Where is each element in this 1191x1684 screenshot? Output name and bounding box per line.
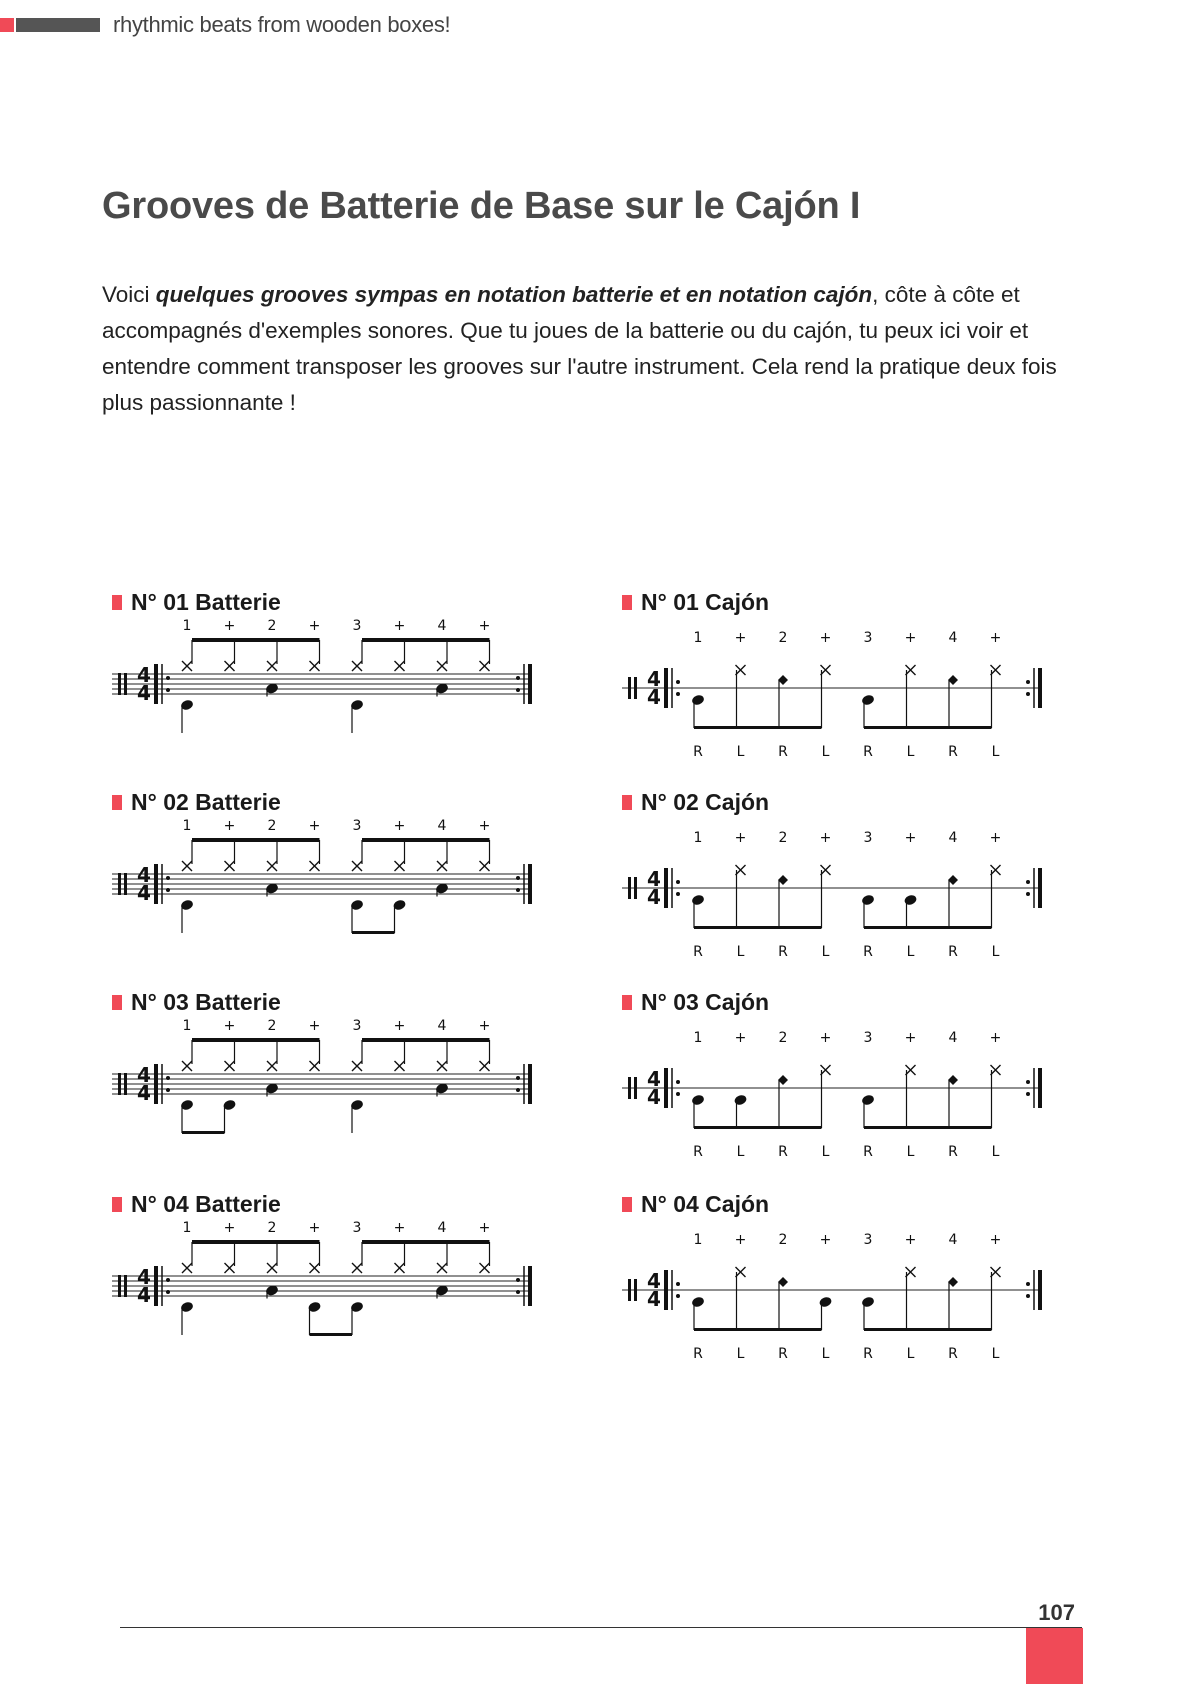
repeat-start-thick-bar	[154, 1064, 158, 1104]
hihat-notehead	[225, 1263, 235, 1273]
count-label: 1	[182, 618, 192, 634]
drum-notation	[112, 1018, 592, 1158]
percussion-clef	[634, 677, 637, 699]
repeat-dot	[166, 876, 170, 880]
cajon-bass-notehead	[861, 1094, 875, 1107]
count-label: 2	[778, 1030, 788, 1046]
cajon-notation	[622, 1220, 1102, 1390]
count-label: 1	[693, 830, 703, 846]
repeat-start-thick-bar	[664, 1068, 668, 1108]
cajon-bass-notehead	[691, 894, 705, 907]
count-label: +	[308, 618, 321, 634]
sticking-label: R	[863, 1346, 873, 1362]
hihat-notehead	[267, 1061, 277, 1071]
repeat-dot	[1026, 692, 1030, 696]
sticking-label: R	[693, 744, 703, 760]
repeat-dot	[166, 1088, 170, 1092]
repeat-end-thick-bar	[528, 1266, 532, 1306]
time-signature-bottom: 4	[137, 1081, 151, 1105]
percussion-clef	[124, 873, 127, 895]
repeat-dot	[676, 1294, 680, 1298]
repeat-end-thick-bar	[1038, 868, 1042, 908]
repeat-end-thick-bar	[528, 864, 532, 904]
sticking-label: R	[693, 1346, 703, 1362]
time-signature-top: 4	[647, 867, 661, 891]
hihat-beam	[362, 638, 490, 642]
time-signature-top: 4	[137, 1265, 151, 1289]
percussion-clef	[634, 877, 637, 899]
hihat-beam	[192, 1240, 320, 1244]
repeat-dot	[516, 1076, 520, 1080]
repeat-dot	[516, 1278, 520, 1282]
count-label: 3	[352, 618, 362, 634]
example-label: N° 01 Batterie	[112, 588, 281, 616]
count-label: +	[223, 1018, 236, 1034]
hihat-notehead	[352, 1263, 362, 1273]
count-label: +	[393, 818, 406, 834]
hihat-notehead	[480, 661, 490, 671]
cajon-beam	[864, 1126, 992, 1129]
repeat-dot	[676, 880, 680, 884]
sticking-label: L	[821, 1144, 830, 1160]
cajon-bass-notehead	[861, 694, 875, 707]
repeat-dot	[516, 876, 520, 880]
count-label: 1	[182, 818, 192, 834]
hihat-notehead	[352, 1061, 362, 1071]
footer-rule	[120, 1627, 1082, 1628]
count-label: 4	[948, 830, 958, 846]
header-tagline: rhythmic beats from wooden boxes!	[113, 12, 451, 37]
sticking-label: L	[906, 1346, 915, 1362]
hihat-beam	[192, 1038, 320, 1042]
example-batterie-02	[112, 788, 592, 988]
cajon-bass-notehead	[733, 1094, 747, 1107]
repeat-dot	[516, 676, 520, 680]
intro-text-end: , côte à côte et accompagnés d'exemples sonores. Que tu joues de la batterie ou du cajón, tu peux ici voir et entendre comment transposer les grooves sur l'autre instrument. Cela rend la pratique deux fois plus passionnante !	[102, 282, 1057, 415]
count-label: 4	[948, 1030, 958, 1046]
hihat-beam	[362, 1240, 490, 1244]
cajon-notation	[622, 618, 1102, 788]
hihat-notehead	[267, 861, 277, 871]
repeat-dot	[516, 888, 520, 892]
hihat-notehead	[182, 1061, 192, 1071]
sticking-label: L	[821, 744, 830, 760]
percussion-clef	[634, 1077, 637, 1099]
count-label: +	[308, 818, 321, 834]
sticking-label: R	[693, 944, 703, 960]
hihat-notehead	[395, 861, 405, 871]
repeat-dot	[166, 688, 170, 692]
count-label: +	[819, 630, 832, 646]
bullet-square-icon	[112, 595, 122, 610]
percussion-clef	[124, 1073, 127, 1095]
percussion-clef	[118, 1073, 121, 1095]
time-signature-top: 4	[647, 1067, 661, 1091]
repeat-start-thick-bar	[154, 864, 158, 904]
repeat-dot	[1026, 892, 1030, 896]
example-cajon-01	[622, 588, 1102, 788]
repeat-dot	[516, 688, 520, 692]
hihat-notehead	[225, 1061, 235, 1071]
count-label: 1	[693, 630, 703, 646]
repeat-dot	[166, 1290, 170, 1294]
repeat-dot	[1026, 1282, 1030, 1286]
count-label: +	[989, 630, 1002, 646]
count-label: +	[989, 1030, 1002, 1046]
page-title: Grooves de Batterie de Base sur le Cajón I	[102, 185, 861, 227]
count-label: 3	[863, 830, 873, 846]
example-label: N° 03 Cajón	[622, 988, 769, 1016]
count-label: +	[734, 830, 747, 846]
repeat-start-thick-bar	[664, 868, 668, 908]
hihat-notehead	[182, 661, 192, 671]
hihat-notehead	[182, 861, 192, 871]
count-label: +	[734, 630, 747, 646]
repeat-dot	[166, 888, 170, 892]
cajon-bass-notehead	[691, 1296, 705, 1309]
count-label: +	[989, 1232, 1002, 1248]
example-batterie-01	[112, 588, 592, 788]
repeat-dot	[676, 892, 680, 896]
bullet-square-icon	[622, 1197, 632, 1212]
time-signature-top: 4	[647, 1269, 661, 1293]
time-signature-bottom: 4	[647, 1085, 661, 1109]
count-label: +	[478, 818, 491, 834]
count-label: 3	[352, 818, 362, 834]
example-batterie-04	[112, 1190, 592, 1390]
count-label: 4	[437, 818, 447, 834]
time-signature-top: 4	[137, 863, 151, 887]
repeat-end-thick-bar	[1038, 668, 1042, 708]
hihat-beam	[192, 838, 320, 842]
bullet-square-icon	[112, 795, 122, 810]
sticking-label: L	[821, 944, 830, 960]
percussion-clef	[118, 1275, 121, 1297]
hihat-notehead	[310, 1061, 320, 1071]
hihat-notehead	[395, 1263, 405, 1273]
drum-notation	[112, 818, 592, 958]
hihat-notehead	[225, 861, 235, 871]
hihat-notehead	[480, 1263, 490, 1273]
sticking-label: L	[736, 944, 745, 960]
kick-beam	[182, 1131, 225, 1134]
count-label: 2	[778, 630, 788, 646]
count-label: +	[819, 830, 832, 846]
hihat-notehead	[310, 661, 320, 671]
hihat-notehead	[182, 1263, 192, 1273]
sticking-label: R	[693, 1144, 703, 1160]
sticking-label: L	[991, 944, 1000, 960]
cajon-bass-notehead	[861, 1296, 875, 1309]
repeat-dot	[166, 1278, 170, 1282]
count-label: 3	[863, 1030, 873, 1046]
bullet-square-icon	[622, 595, 632, 610]
time-signature-top: 4	[137, 1063, 151, 1087]
repeat-dot	[516, 1290, 520, 1294]
sticking-label: R	[948, 1144, 958, 1160]
repeat-end-thick-bar	[528, 664, 532, 704]
sticking-label: L	[991, 1144, 1000, 1160]
count-label: 4	[437, 1018, 447, 1034]
count-label: 1	[182, 1018, 192, 1034]
count-label: 1	[693, 1232, 703, 1248]
count-label: +	[478, 1220, 491, 1236]
percussion-clef	[628, 877, 631, 899]
percussion-clef	[118, 673, 121, 695]
cajon-notation	[622, 818, 1102, 988]
sticking-label: L	[736, 744, 745, 760]
count-label: 4	[948, 630, 958, 646]
sticking-label: R	[863, 744, 873, 760]
count-label: +	[904, 830, 917, 846]
count-label: +	[223, 818, 236, 834]
hihat-notehead	[395, 661, 405, 671]
hihat-notehead	[310, 861, 320, 871]
sticking-label: R	[948, 944, 958, 960]
time-signature-bottom: 4	[647, 885, 661, 909]
hihat-notehead	[437, 861, 447, 871]
time-signature-bottom: 4	[137, 681, 151, 705]
cajon-beam	[694, 926, 822, 929]
count-label: +	[989, 830, 1002, 846]
percussion-clef	[124, 1275, 127, 1297]
cajon-notation	[622, 1018, 1102, 1188]
repeat-end-thick-bar	[528, 1064, 532, 1104]
cajon-bass-notehead	[818, 1296, 832, 1309]
count-label: +	[734, 1232, 747, 1248]
count-label: +	[223, 618, 236, 634]
header-accent-red	[0, 18, 14, 32]
intro-paragraph	[102, 277, 1092, 421]
repeat-start-thick-bar	[154, 1266, 158, 1306]
repeat-dot	[676, 1080, 680, 1084]
drum-notation	[112, 1220, 592, 1360]
count-label: 1	[693, 1030, 703, 1046]
count-label: 1	[182, 1220, 192, 1236]
count-label: 2	[267, 1018, 277, 1034]
time-signature-bottom: 4	[647, 685, 661, 709]
time-signature-top: 4	[137, 663, 151, 687]
count-label: +	[819, 1232, 832, 1248]
repeat-dot	[676, 1282, 680, 1286]
sticking-label: R	[778, 1144, 788, 1160]
sticking-label: R	[778, 944, 788, 960]
hihat-notehead	[437, 1263, 447, 1273]
hihat-notehead	[480, 1061, 490, 1071]
count-label: 2	[267, 818, 277, 834]
example-label: N° 02 Batterie	[112, 788, 281, 816]
header-accent-gray	[16, 18, 100, 32]
count-label: 4	[437, 618, 447, 634]
cajon-beam	[864, 926, 992, 929]
count-label: +	[734, 1030, 747, 1046]
time-signature-bottom: 4	[137, 1283, 151, 1307]
percussion-clef	[628, 1279, 631, 1301]
count-label: +	[904, 1030, 917, 1046]
example-cajon-04	[622, 1190, 1102, 1390]
count-label: +	[223, 1220, 236, 1236]
repeat-dot	[676, 692, 680, 696]
intro-text-emphasis: quelques grooves sympas en notation batterie et en notation cajón	[155, 282, 873, 307]
hihat-notehead	[480, 861, 490, 871]
repeat-dot	[1026, 1080, 1030, 1084]
count-label: +	[393, 1018, 406, 1034]
cajon-beam	[694, 726, 822, 729]
count-label: +	[393, 618, 406, 634]
time-signature-bottom: 4	[647, 1287, 661, 1311]
percussion-clef	[628, 1077, 631, 1099]
footer-accent-red	[1026, 1628, 1083, 1684]
hihat-notehead	[352, 861, 362, 871]
example-batterie-03	[112, 988, 592, 1188]
percussion-clef	[634, 1279, 637, 1301]
count-label: +	[904, 630, 917, 646]
example-label: N° 02 Cajón	[622, 788, 769, 816]
sticking-label: R	[948, 744, 958, 760]
count-label: 3	[352, 1018, 362, 1034]
cajon-bass-notehead	[691, 694, 705, 707]
count-label: 2	[267, 618, 277, 634]
sticking-label: R	[948, 1346, 958, 1362]
cajon-beam	[694, 1126, 822, 1129]
bullet-square-icon	[112, 1197, 122, 1212]
hihat-beam	[362, 838, 490, 842]
repeat-dot	[1026, 1294, 1030, 1298]
cajon-bass-notehead	[691, 1094, 705, 1107]
kick-beam	[310, 1333, 353, 1336]
page-number: 107	[1038, 1600, 1075, 1625]
hihat-notehead	[352, 661, 362, 671]
sticking-label: L	[906, 1144, 915, 1160]
sticking-label: L	[906, 744, 915, 760]
hihat-notehead	[437, 1061, 447, 1071]
hihat-notehead	[437, 661, 447, 671]
percussion-clef	[124, 673, 127, 695]
repeat-dot	[1026, 1092, 1030, 1096]
sticking-label: L	[906, 944, 915, 960]
count-label: 3	[863, 630, 873, 646]
hihat-beam	[362, 1038, 490, 1042]
cajon-beam	[694, 1328, 822, 1331]
sticking-label: L	[821, 1346, 830, 1362]
count-label: +	[308, 1220, 321, 1236]
count-label: +	[308, 1018, 321, 1034]
count-label: +	[393, 1220, 406, 1236]
count-label: 2	[778, 1232, 788, 1248]
hihat-notehead	[267, 661, 277, 671]
sticking-label: R	[778, 744, 788, 760]
count-label: 3	[863, 1232, 873, 1248]
sticking-label: R	[778, 1346, 788, 1362]
repeat-dot	[516, 1088, 520, 1092]
count-label: 2	[778, 830, 788, 846]
repeat-start-thick-bar	[664, 668, 668, 708]
cajon-beam	[864, 1328, 992, 1331]
sticking-label: L	[991, 1346, 1000, 1362]
example-label: N° 01 Cajón	[622, 588, 769, 616]
repeat-dot	[166, 676, 170, 680]
percussion-clef	[118, 873, 121, 895]
bullet-square-icon	[622, 795, 632, 810]
example-label: N° 04 Batterie	[112, 1190, 281, 1218]
drum-notation	[112, 618, 592, 758]
count-label: +	[819, 1030, 832, 1046]
repeat-dot	[676, 680, 680, 684]
example-label: N° 03 Batterie	[112, 988, 281, 1016]
hihat-notehead	[225, 661, 235, 671]
sticking-label: L	[736, 1346, 745, 1362]
hihat-notehead	[267, 1263, 277, 1273]
count-label: +	[478, 1018, 491, 1034]
count-label: +	[904, 1232, 917, 1248]
count-label: 2	[267, 1220, 277, 1236]
hihat-notehead	[310, 1263, 320, 1273]
time-signature-top: 4	[647, 667, 661, 691]
repeat-dot	[676, 1092, 680, 1096]
bullet-square-icon	[622, 995, 632, 1010]
hihat-beam	[192, 638, 320, 642]
count-label: 3	[352, 1220, 362, 1236]
intro-text-start: Voici	[102, 282, 156, 307]
repeat-end-thick-bar	[1038, 1068, 1042, 1108]
kick-beam	[352, 931, 395, 934]
repeat-start-thick-bar	[154, 664, 158, 704]
sticking-label: L	[991, 744, 1000, 760]
bullet-square-icon	[112, 995, 122, 1010]
example-cajon-02	[622, 788, 1102, 988]
cajon-bass-notehead	[861, 894, 875, 907]
example-cajon-03	[622, 988, 1102, 1188]
repeat-dot	[1026, 680, 1030, 684]
repeat-dot	[1026, 880, 1030, 884]
count-label: 4	[948, 1232, 958, 1248]
sticking-label: R	[863, 1144, 873, 1160]
sticking-label: R	[863, 944, 873, 960]
time-signature-bottom: 4	[137, 881, 151, 905]
cajon-bass-notehead	[903, 894, 917, 907]
repeat-end-thick-bar	[1038, 1270, 1042, 1310]
hihat-notehead	[395, 1061, 405, 1071]
count-label: +	[478, 618, 491, 634]
sticking-label: L	[736, 1144, 745, 1160]
repeat-start-thick-bar	[664, 1270, 668, 1310]
percussion-clef	[628, 677, 631, 699]
cajon-beam	[864, 726, 992, 729]
repeat-dot	[166, 1076, 170, 1080]
count-label: 4	[437, 1220, 447, 1236]
example-label: N° 04 Cajón	[622, 1190, 769, 1218]
